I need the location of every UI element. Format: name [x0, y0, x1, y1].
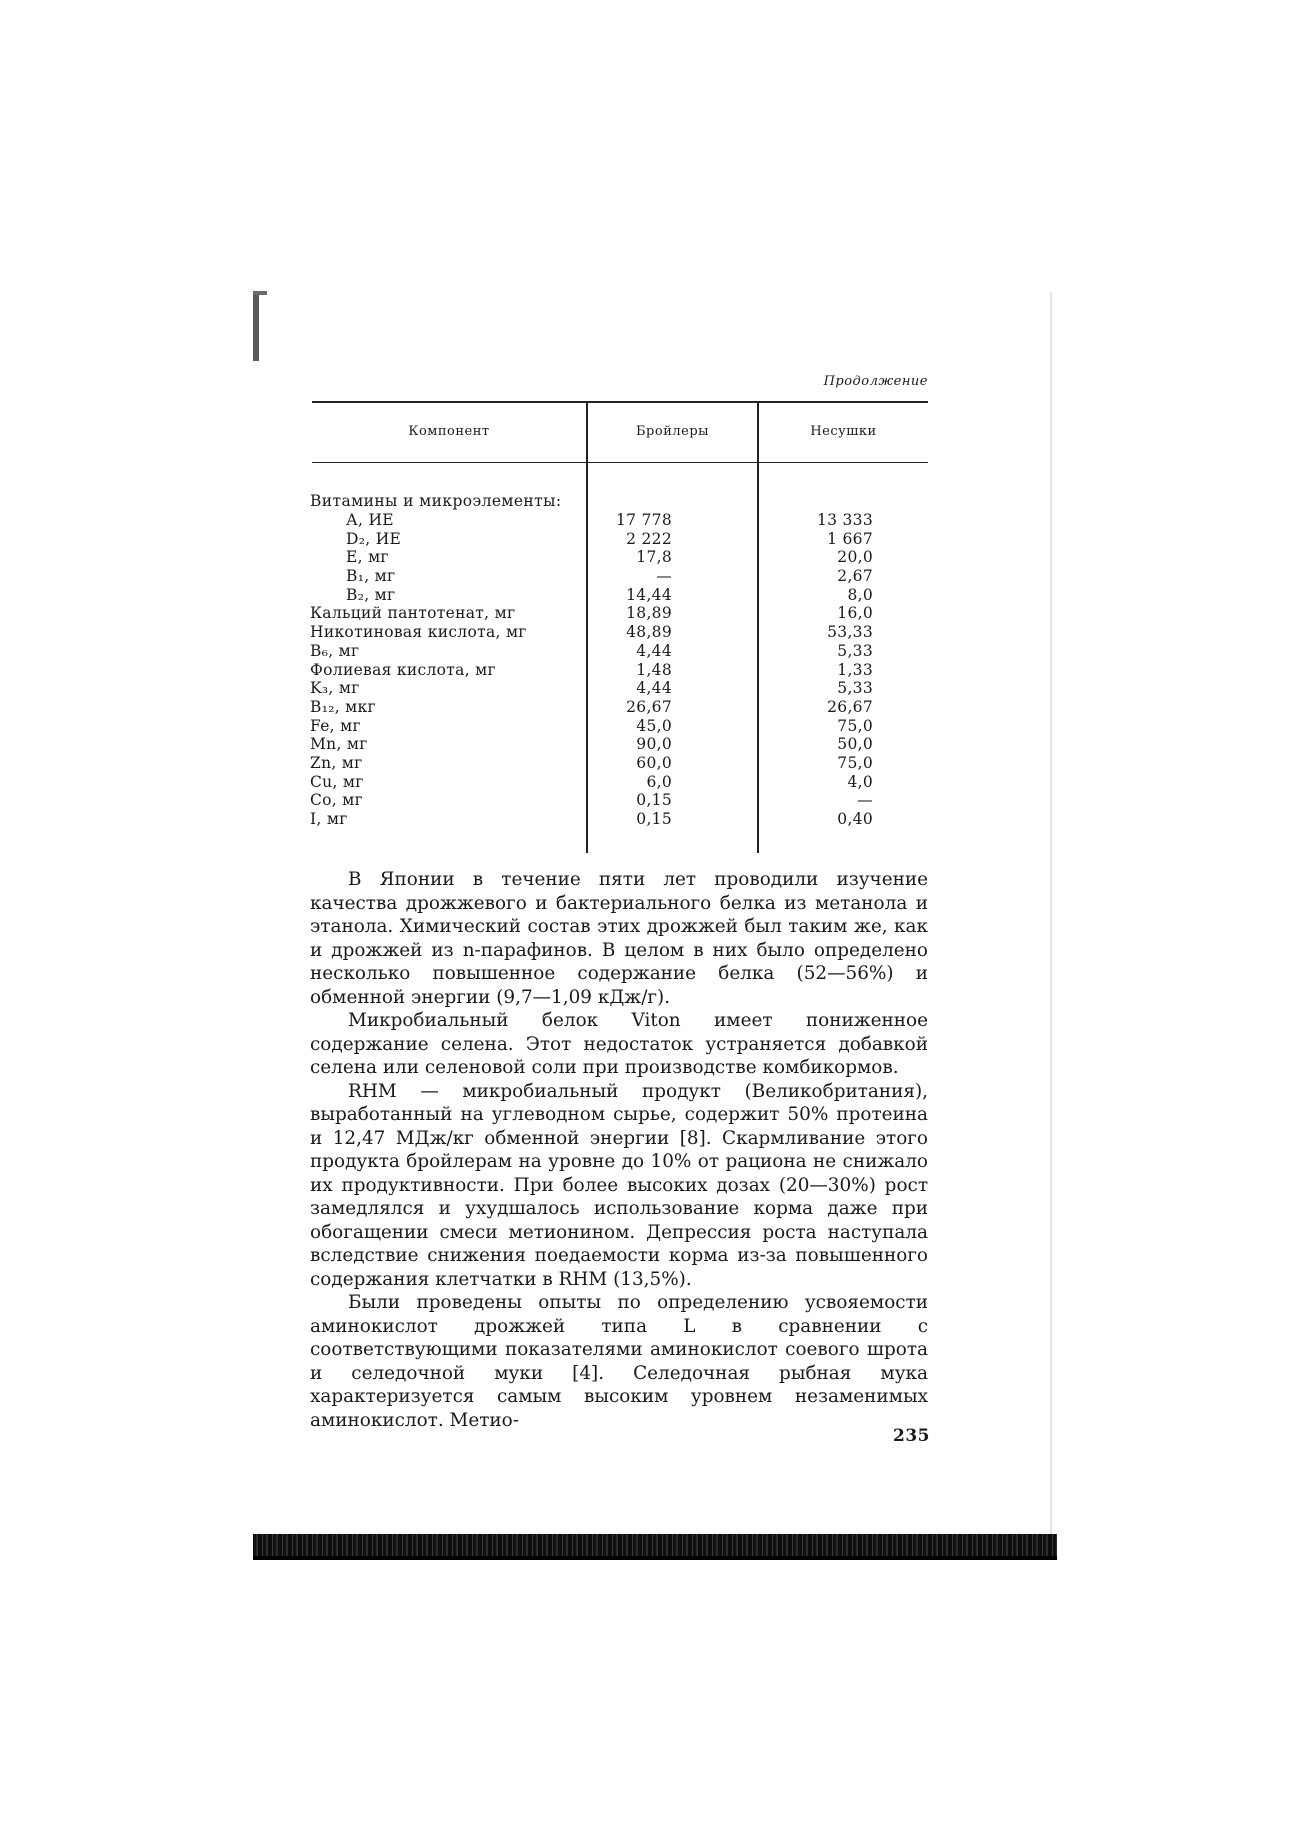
table-body	[0, 511, 1300, 829]
row-broilers-value: 14,44	[626, 585, 672, 604]
table-row	[0, 586, 1300, 605]
row-broilers-value: 18,89	[626, 604, 672, 623]
row-broilers-value: 1,48	[636, 660, 672, 679]
row-broilers-value: —	[656, 567, 672, 586]
table-row	[0, 511, 1300, 530]
row-layers-value: 20,0	[837, 548, 873, 567]
page-number: 235	[893, 1426, 930, 1446]
scan-edge-mark-top	[253, 291, 267, 295]
table-row	[0, 642, 1300, 661]
table-row	[0, 548, 1300, 567]
row-label: B₁, мг	[346, 567, 396, 586]
table-section-label: Витамины и микроэлементы:	[310, 492, 562, 510]
row-layers-value: 5,33	[837, 641, 873, 660]
row-label: Zn, мг	[310, 753, 363, 772]
table-row	[0, 773, 1300, 792]
row-broilers-value: 26,67	[626, 697, 672, 716]
row-broilers-value: 90,0	[636, 735, 672, 754]
row-label: Mn, мг	[310, 735, 368, 754]
table-row	[0, 791, 1300, 810]
table-row	[0, 623, 1300, 642]
row-layers-value: 75,0	[837, 716, 873, 735]
row-broilers-value: 48,89	[626, 623, 672, 642]
row-label: Е, мг	[346, 548, 389, 567]
row-broilers-value: 4,44	[636, 641, 672, 660]
table-row	[0, 604, 1300, 623]
row-layers-value: 75,0	[837, 753, 873, 772]
row-label: Co, мг	[310, 791, 364, 810]
row-layers-value: 0,40	[837, 810, 873, 828]
page-right-edge	[1050, 292, 1052, 1542]
row-label: Фолиевая кислота, мг	[310, 660, 496, 679]
row-layers-value: 16,0	[837, 604, 873, 623]
table-row	[0, 754, 1300, 773]
row-layers-value: —	[857, 791, 873, 810]
table-row	[0, 698, 1300, 717]
table-top-rule	[312, 401, 928, 403]
table-row	[0, 810, 1300, 829]
row-label: B₂, мг	[346, 585, 396, 604]
row-broilers-value: 6,0	[646, 772, 672, 791]
row-label: Cu, мг	[310, 772, 364, 791]
table-row	[0, 567, 1300, 586]
row-layers-value: 5,33	[837, 679, 873, 698]
row-broilers-value: 17 778	[615, 511, 672, 529]
row-broilers-value: 0,15	[636, 810, 672, 828]
row-layers-value: 1,33	[837, 660, 873, 679]
row-broilers-value: 0,15	[636, 791, 672, 810]
paragraph: Были проведены опыты по определению усвояемости аминокислот дрожжей типа L в сравнении с соответствующими показателями аминокислот соевого шрота и селедочной муки [4]. Селедочная рыбная мука характеризуется самым высоким уровнем незаменимых аминокислот. Метио-	[310, 1292, 928, 1431]
row-label: K₃, мг	[310, 679, 360, 698]
row-label: B₆, мг	[310, 641, 360, 660]
scan-bottom-edge-line	[253, 1556, 1057, 1560]
table-row	[0, 530, 1300, 549]
row-layers-value: 26,67	[827, 697, 873, 716]
body-text	[310, 868, 928, 1432]
row-label: А, ИЕ	[346, 511, 394, 529]
scan-edge-mark	[253, 291, 259, 361]
paragraph: RHM — микробиальный продукт (Великобритания), выработанный на углеводном сырье, содержит 50% протеина и 12,47 МДж/кг обменной энергии [8]. Скармливание этого продукта бройлерам на уровне до 10% от рациона не снижало их продуктивности. При более высоких дозах (20—30%) рост замедлялся и ухудшалось использование корма даже при обогащении смеси метионином. Депрессия роста наступала вследствие снижения поедаемости корма из-за повышенного содержания клетчатки в RHM (13,5%).	[310, 1080, 928, 1290]
row-label: D₂, ИЕ	[346, 529, 402, 548]
row-label: B₁₂, мкг	[310, 697, 376, 716]
row-broilers-value: 2 222	[626, 529, 672, 548]
row-layers-value: 50,0	[837, 735, 873, 754]
table-row	[0, 679, 1300, 698]
row-label: Fe, мг	[310, 716, 361, 735]
row-label: I, мг	[310, 810, 348, 828]
row-broilers-value: 17,8	[636, 548, 672, 567]
row-broilers-value: 60,0	[636, 753, 672, 772]
row-layers-value: 53,33	[827, 623, 873, 642]
row-layers-value: 13 333	[816, 511, 873, 529]
row-layers-value: 8,0	[847, 585, 873, 604]
row-broilers-value: 45,0	[636, 716, 672, 735]
table-header-component: Компонент	[408, 424, 490, 439]
row-label: Кальций пантотенат, мг	[310, 604, 516, 623]
paragraph: В Японии в течение пяти лет проводили изучение качества дрожжевого и бактериального белка из метанола и этанола. Химический состав этих дрожжей был таким же, как и дрожжей из n-парафинов. В целом в них было определено несколько повышенное содержание белка (52—56%) и обменной энергии (9,7—1,09 кДж/г).	[310, 869, 928, 1008]
table-header-layers: Несушки	[810, 424, 877, 439]
table-row	[0, 735, 1300, 754]
table-header-broilers: Бройлеры	[636, 424, 709, 439]
continued-label: Продолжение	[823, 374, 928, 389]
row-layers-value: 2,67	[837, 567, 873, 586]
table-row	[0, 661, 1300, 680]
row-layers-value: 4,0	[847, 772, 873, 791]
row-layers-value: 1 667	[827, 529, 873, 548]
row-label: Никотиновая кислота, мг	[310, 623, 527, 642]
paragraph: Микробиальный белок Viton имеет пониженное содержание селена. Этот недостаток устраняется добавкой селена или селеновой соли при производстве комбикормов.	[310, 1010, 928, 1078]
table-header-rule	[312, 462, 928, 463]
row-broilers-value: 4,44	[636, 679, 672, 698]
table-row	[0, 717, 1300, 736]
